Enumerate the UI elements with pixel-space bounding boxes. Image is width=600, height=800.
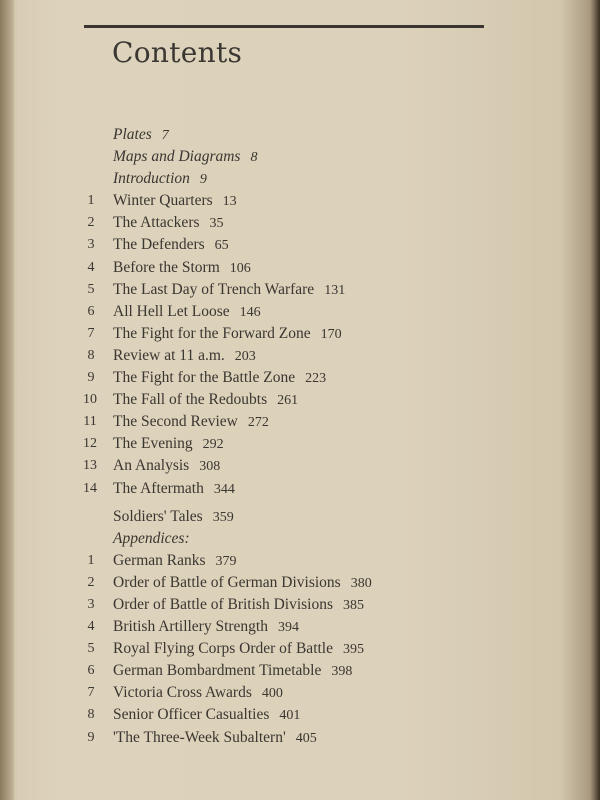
contents-entry <box>0 257 600 279</box>
entry-title: Introduction <box>113 170 190 188</box>
contents-entry <box>0 411 600 433</box>
entry-title: German Bombardment Timetable <box>113 662 322 680</box>
entry-page-number: 13 <box>222 194 237 210</box>
contents-entry <box>0 704 600 726</box>
entry-label <box>113 704 300 727</box>
contents-entry <box>0 433 600 455</box>
entry-label <box>113 550 237 573</box>
entry-title: The Fight for the Forward Zone <box>113 324 311 342</box>
entry-label <box>113 389 298 412</box>
entry-page-number: 405 <box>295 730 317 746</box>
contents-entry <box>0 638 600 660</box>
entry-label <box>113 301 261 324</box>
entry-number: 8 <box>87 347 95 363</box>
entry-page-number: 380 <box>350 575 372 591</box>
entry-page-number: 400 <box>261 686 283 702</box>
entry-label <box>113 146 257 169</box>
contents-list <box>0 124 600 749</box>
entry-title: Senior Officer Casualties <box>113 706 270 724</box>
entry-label <box>113 506 234 529</box>
entry-label <box>113 345 256 368</box>
entry-number: 8 <box>87 707 95 723</box>
entry-page-number: 394 <box>278 620 299 636</box>
entry-label <box>113 168 207 191</box>
entry-label <box>113 528 200 551</box>
entry-title: Plates <box>113 126 152 143</box>
entry-title: Order of Battle of German Divisions <box>113 573 341 591</box>
contents-entry <box>0 323 600 345</box>
entry-page-number: 106 <box>229 260 251 276</box>
contents-entry <box>0 616 600 638</box>
entry-label <box>113 594 364 617</box>
contents-entry <box>0 301 600 323</box>
entry-page-number: 261 <box>277 393 299 409</box>
entry-number: 14 <box>83 480 97 496</box>
page-title: Contents <box>112 36 243 69</box>
entry-title: Order of Battle of British Divisions <box>113 595 333 613</box>
contents-entry <box>0 455 600 477</box>
entry-number: 6 <box>87 303 95 319</box>
entry-page-number: 272 <box>247 415 269 431</box>
entry-label <box>113 433 224 456</box>
entry-label <box>113 682 283 705</box>
entry-title: The Fall of the Redoubts <box>113 391 268 409</box>
contents-entry <box>0 168 600 190</box>
entry-number: 12 <box>83 436 97 452</box>
entry-page-number: 379 <box>215 553 237 569</box>
entry-page-number: 7 <box>161 128 169 143</box>
entry-page-number: 401 <box>279 708 301 724</box>
entry-label <box>113 367 326 390</box>
entry-number: 5 <box>87 641 95 657</box>
entry-label <box>113 190 237 213</box>
entry-title: All Hell Let Loose <box>113 302 230 320</box>
entry-page-number: 395 <box>343 642 364 658</box>
entry-label <box>113 411 269 434</box>
contents-entry <box>0 389 600 411</box>
contents-entry <box>0 345 600 367</box>
entry-title: The Second Review <box>113 413 238 431</box>
entry-title: Winter Quarters <box>113 192 213 210</box>
entry-number: 5 <box>87 281 95 297</box>
entry-page-number: 223 <box>305 371 327 387</box>
entry-title: British Artillery Strength <box>113 618 268 636</box>
contents-entry <box>0 234 600 256</box>
entry-title: The Evening <box>113 435 193 453</box>
entry-title: The Aftermath <box>113 479 204 497</box>
entry-number: 2 <box>87 574 95 590</box>
entry-title: Before the Storm <box>113 258 220 276</box>
entry-title: The Last Day of Trench Warfare <box>113 280 315 298</box>
entry-number: 10 <box>83 392 97 408</box>
entry-title: Royal Flying Corps Order of Battle <box>113 640 333 658</box>
entry-title: German Ranks <box>113 551 206 569</box>
entry-page-number: 131 <box>324 282 346 298</box>
entry-number: 4 <box>87 259 95 275</box>
contents-entry <box>0 594 600 616</box>
contents-entry <box>0 528 600 550</box>
entry-label <box>113 572 372 595</box>
entry-number: 2 <box>87 215 95 231</box>
entry-number: 1 <box>87 552 95 568</box>
entry-page-number: 292 <box>202 437 224 453</box>
entry-label <box>113 212 224 235</box>
contents-entry <box>0 212 600 234</box>
entry-page-number: 359 <box>212 509 234 525</box>
entry-number: 9 <box>87 370 95 386</box>
entry-label <box>113 234 229 257</box>
entry-title: Maps and Diagrams <box>113 148 241 166</box>
contents-entry <box>0 146 600 168</box>
entry-page-number: 344 <box>213 481 235 497</box>
entry-page-number: 170 <box>320 326 342 342</box>
contents-entry <box>0 279 600 301</box>
entry-title: An Analysis <box>113 457 190 475</box>
entry-title: The Attackers <box>113 214 200 232</box>
contents-entry <box>0 124 600 146</box>
entry-number: 7 <box>87 325 95 341</box>
entry-number: 1 <box>87 193 95 209</box>
entry-page-number: 35 <box>209 216 224 232</box>
entry-label <box>113 455 220 478</box>
contents-entry <box>0 478 600 500</box>
contents-entry <box>0 660 600 682</box>
entry-label <box>113 257 251 280</box>
contents-entry <box>0 506 600 528</box>
entry-number: 3 <box>87 237 95 253</box>
entry-title: Appendices: <box>113 529 190 547</box>
entry-page-number: 308 <box>199 459 221 475</box>
entry-title: The Defenders <box>113 236 205 254</box>
contents-entry <box>0 572 600 594</box>
top-rule <box>84 25 484 28</box>
entry-title: The Fight for the Battle Zone <box>113 369 296 387</box>
entry-number: 6 <box>87 663 95 679</box>
entry-title: Soldiers' Tales <box>113 507 203 525</box>
contents-entry <box>0 190 600 212</box>
entry-label <box>113 323 342 346</box>
entry-number: 9 <box>87 729 95 745</box>
entry-label <box>113 279 345 302</box>
entry-page-number: 146 <box>239 304 261 320</box>
entry-page-number: 398 <box>331 664 353 680</box>
entry-page-number: 8 <box>250 150 258 166</box>
entry-label <box>113 124 169 147</box>
entry-number: 11 <box>83 414 97 430</box>
entry-label <box>113 727 317 750</box>
entry-page-number: 9 <box>199 172 207 188</box>
entry-page-number: 203 <box>234 348 256 364</box>
entry-number: 13 <box>83 458 97 474</box>
entry-page-number: 65 <box>214 238 229 254</box>
entry-label <box>113 638 364 661</box>
entry-label <box>113 478 235 501</box>
entry-title: Review at 11 a.m. <box>113 346 225 364</box>
entry-page-number: 385 <box>343 597 364 613</box>
entry-number: 7 <box>87 685 95 701</box>
contents-entry <box>0 367 600 389</box>
entry-title: Victoria Cross Awards <box>113 684 252 702</box>
contents-entry <box>0 682 600 704</box>
entry-label <box>113 660 352 683</box>
entry-label <box>113 616 299 639</box>
contents-entry <box>0 727 600 749</box>
entry-number: 3 <box>87 596 95 612</box>
entry-title: 'The Three-Week Subaltern' <box>113 728 286 746</box>
contents-entry <box>0 550 600 572</box>
entry-number: 4 <box>87 619 95 635</box>
